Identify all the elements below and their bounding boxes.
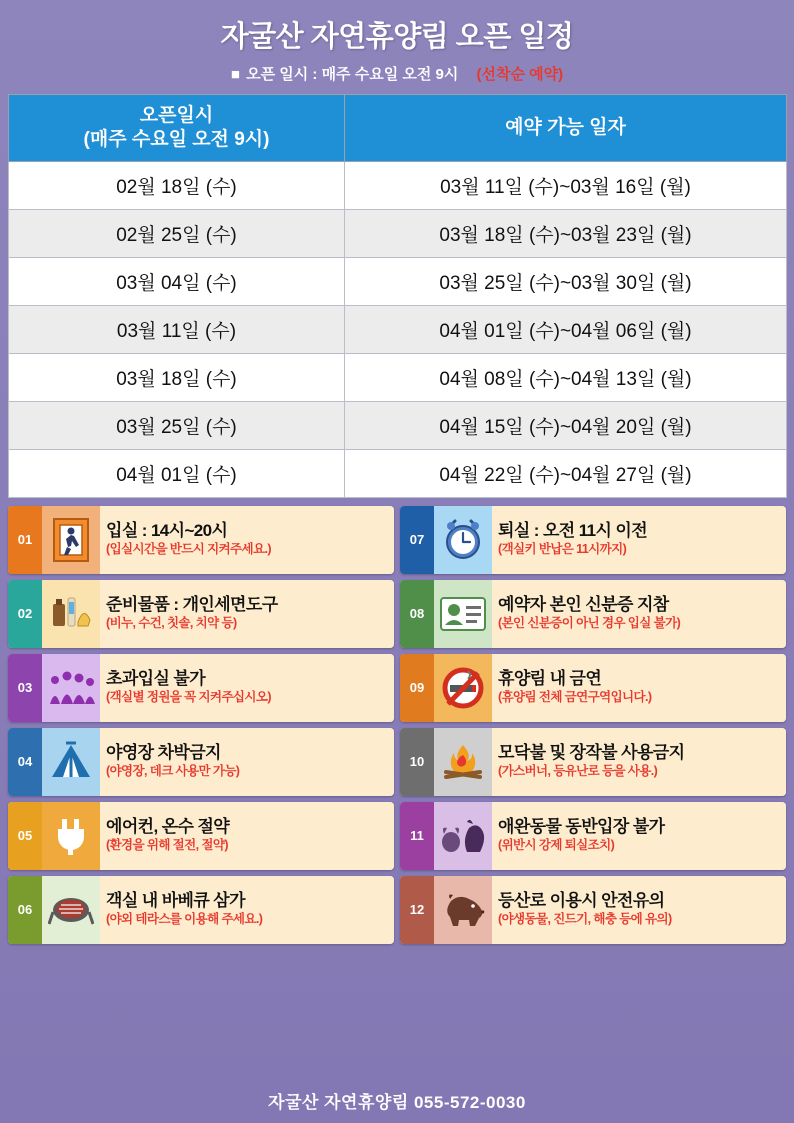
rule-card — [400, 654, 786, 722]
rule-number: 01 — [8, 506, 42, 574]
rule-number: 06 — [8, 876, 42, 944]
cell-open-date: 02월 25일 (수) — [9, 209, 345, 257]
rule-subtitle: (야영장, 데크 사용만 가능) — [106, 764, 240, 779]
rule-subtitle: (야외 테라스를 이용해 주세요.) — [106, 912, 263, 927]
header-note: (선착순 예약) — [476, 66, 564, 83]
rule-title: 에어컨, 온수 절약 — [106, 816, 230, 836]
rule-text — [100, 876, 394, 944]
rule-text — [492, 802, 786, 870]
rule-text — [100, 654, 394, 722]
rule-subtitle: (객실키 반납은 11시까지) — [498, 542, 627, 557]
table-row — [9, 353, 787, 401]
footer-contact: 자굴산 자연휴양림 055-572-0030 — [268, 1093, 526, 1112]
rules-grid — [8, 506, 786, 944]
rule-title: 등산로 이용시 안전유의 — [498, 890, 665, 910]
rule-title: 휴양림 내 금연 — [498, 668, 602, 688]
rule-subtitle: (입실시간을 반드시 지켜주세요.) — [106, 542, 271, 557]
bullet-square-icon: ■ — [230, 66, 240, 83]
rule-number: 07 — [400, 506, 434, 574]
rule-title: 준비물품 : 개인세면도구 — [106, 594, 278, 614]
power-plug-icon — [42, 802, 100, 870]
door-exit-icon — [42, 506, 100, 574]
rule-number: 12 — [400, 876, 434, 944]
rule-card — [8, 654, 394, 722]
rule-card — [400, 728, 786, 796]
table-row — [9, 209, 787, 257]
rule-text — [100, 506, 394, 574]
pets-icon — [434, 802, 492, 870]
rule-text — [100, 802, 394, 870]
rule-card — [8, 728, 394, 796]
rule-title: 예약자 본인 신분증 지참 — [498, 594, 669, 614]
cell-open-date: 03월 18일 (수) — [9, 353, 345, 401]
toiletries-icon — [42, 580, 100, 648]
cell-available-range: 03월 25일 (수)~03월 30일 (월) — [345, 257, 787, 305]
rule-text — [492, 654, 786, 722]
column-header-open-date-line1: 오픈일시 — [139, 105, 214, 126]
rule-subtitle: (가스버너, 등유난로 등을 사용.) — [498, 764, 658, 779]
people-group-icon — [42, 654, 100, 722]
alarm-clock-icon — [434, 506, 492, 574]
rule-number: 09 — [400, 654, 434, 722]
rule-subtitle: (휴양림 전체 금연구역입니다.) — [498, 690, 652, 705]
rule-number: 11 — [400, 802, 434, 870]
tent-icon — [42, 728, 100, 796]
rule-text — [100, 580, 394, 648]
rule-number: 08 — [400, 580, 434, 648]
rule-number: 03 — [8, 654, 42, 722]
rule-subtitle: (본인 신분증이 아닌 경우 입실 불가) — [498, 616, 681, 631]
no-smoking-icon — [434, 654, 492, 722]
cell-available-range: 04월 15일 (수)~04월 20일 (월) — [345, 401, 787, 449]
rule-number: 04 — [8, 728, 42, 796]
rule-subtitle: (객실별 정원을 꼭 지켜주십시오) — [106, 690, 271, 705]
rule-title: 퇴실 : 오전 11시 이전 — [498, 520, 648, 540]
rule-number: 10 — [400, 728, 434, 796]
rule-subtitle: (위반시 강제 퇴실조치) — [498, 838, 615, 853]
rule-card — [400, 580, 786, 648]
cell-available-range: 03월 18일 (수)~03월 23일 (월) — [345, 209, 787, 257]
rule-title: 초과입실 불가 — [106, 668, 206, 688]
rule-subtitle: (환경을 위해 절전, 절약) — [106, 838, 228, 853]
rule-title: 모닥불 및 장작불 사용금지 — [498, 742, 685, 762]
rule-subtitle: (야생동물, 진드기, 해충 등에 유의) — [498, 912, 672, 927]
cell-available-range: 04월 22일 (수)~04월 27일 (월) — [345, 449, 787, 497]
table-header-row — [9, 95, 787, 162]
table-row — [9, 305, 787, 353]
table-row — [9, 401, 787, 449]
table-row — [9, 449, 787, 497]
cell-open-date: 03월 25일 (수) — [9, 401, 345, 449]
cell-available-range: 04월 01일 (수)~04월 06일 (월) — [345, 305, 787, 353]
page-title: 자굴산 자연휴양림 오픈 일정 — [220, 21, 574, 53]
cell-available-range: 04월 08일 (수)~04월 13일 (월) — [345, 353, 787, 401]
rule-card — [400, 876, 786, 944]
header-subtitle — [0, 63, 794, 84]
campfire-icon — [434, 728, 492, 796]
table-row — [9, 257, 787, 305]
column-header-available-dates: 예약 가능 일자 — [345, 95, 787, 162]
rule-title: 야영장 차박금지 — [106, 742, 221, 762]
cell-open-date: 04월 01일 (수) — [9, 449, 345, 497]
rule-card — [8, 876, 394, 944]
cell-open-date: 02월 18일 (수) — [9, 161, 345, 209]
rule-title: 애완동물 동반입장 불가 — [498, 816, 665, 836]
cell-open-date: 03월 04일 (수) — [9, 257, 345, 305]
wild-boar-icon — [434, 876, 492, 944]
cell-open-date: 03월 11일 (수) — [9, 305, 345, 353]
rule-card — [8, 506, 394, 574]
column-header-open-date-line2: (매주 수요일 오전 9시) — [83, 128, 270, 150]
rule-subtitle: (비누, 수건, 칫솔, 치약 등) — [106, 616, 237, 631]
rule-text — [100, 728, 394, 796]
rule-card — [400, 506, 786, 574]
rule-text — [492, 876, 786, 944]
cell-available-range: 03월 11일 (수)~03월 16일 (월) — [345, 161, 787, 209]
rule-text — [492, 506, 786, 574]
id-card-icon — [434, 580, 492, 648]
rule-text — [492, 728, 786, 796]
table-row — [9, 161, 787, 209]
rule-card — [8, 580, 394, 648]
rule-number: 05 — [8, 802, 42, 870]
schedule-table — [8, 94, 787, 498]
barbecue-grill-icon — [42, 876, 100, 944]
rule-title: 객실 내 바베큐 삼가 — [106, 890, 245, 910]
rule-card — [8, 802, 394, 870]
header-subtitle-text: 오픈 일시 : 매주 수요일 오전 9시 — [246, 66, 459, 83]
rule-number: 02 — [8, 580, 42, 648]
rule-card — [400, 802, 786, 870]
rule-text — [492, 580, 786, 648]
column-header-open-date — [9, 95, 345, 162]
rule-title: 입실 : 14시~20시 — [106, 520, 228, 540]
